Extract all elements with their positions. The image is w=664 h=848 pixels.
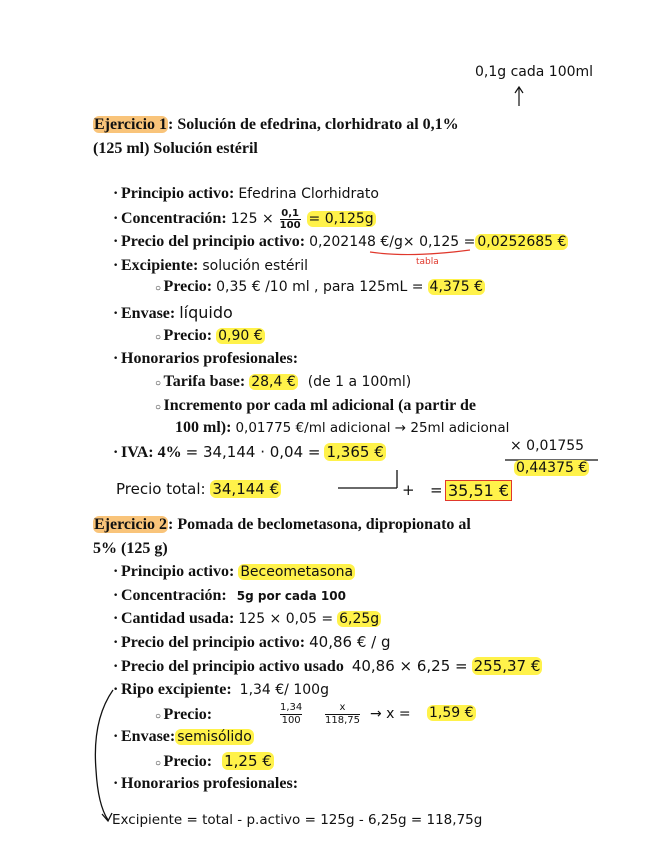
ex1-heading-line2: (125 ml) Solución estéril	[93, 140, 258, 157]
ex2-heading-label: Ejercicio 2	[94, 516, 168, 533]
ex1-excip-label: Excipiente:	[121, 257, 199, 274]
ex1-excip-value: solución estéril	[202, 258, 308, 274]
ex1-excip-precio-value: 0,35 € /10 ml , para 125mL =	[216, 279, 424, 295]
ex1-envase-precio-row: ○ Precio: 0,90 €	[155, 327, 263, 344]
ex2-conc-label: Concentración:	[121, 587, 227, 604]
ex1-hon-label: Honorarios profesionales:	[121, 350, 299, 367]
ex2-envase-precio-label: Precio:	[163, 753, 213, 770]
ex2-ripo-arrow: → x =	[370, 706, 411, 722]
ex2-precio-row: · Precio del principio activo: 40,86 € / g	[113, 633, 391, 651]
ex2-principio-label: Principio activo:	[121, 563, 235, 580]
ex2-ripo-value: 1,34 €/ 100g	[239, 682, 329, 698]
ex2-precio-usado-calc: 40,86 × 6,25 =	[351, 657, 468, 675]
ex1-envase-precio-value: 0,90 €	[218, 328, 263, 344]
ex2-conc-value: 5g por cada 100	[236, 589, 346, 603]
ex1-excip-precio-result: 4,375 €	[429, 279, 483, 295]
ex2-frac1	[280, 702, 302, 727]
ex1-incr-result: 0,44375 €	[516, 460, 588, 476]
ex2-bottom-note: Excipiente = total - p.activo = 125g - 6,25g = 118,75g	[112, 812, 483, 828]
ex2-cant-row: · Cantidad usada: 125 × 0,05 = 6,25g	[113, 610, 380, 627]
ex1-tarifa-row: ○ Tarifa base: 28,4 € (de 1 a 100ml)	[155, 373, 412, 390]
ex1-heading-label: Ejercicio 1	[94, 116, 168, 133]
ex1-precio-value: 0,202148 €/g	[309, 234, 403, 250]
ex1-incr-row2	[175, 419, 509, 437]
ex2-hon-row: · Honorarios profesionales:	[113, 775, 299, 792]
ex1-incr-row: ○ Incremento por cada ml adicional (a partir de	[155, 397, 476, 414]
ex2-precio-usado-label: Precio del principio activo usado	[121, 658, 344, 675]
ex1-envase-row: · Envase: líquido	[113, 303, 233, 322]
ex1-conc-row: · Concentración: 125 × $\frac{0,1}{100}$ = 0,125g	[113, 208, 374, 231]
ex1-envase-value: líquido	[179, 303, 233, 322]
ex2-heading	[93, 516, 471, 534]
ex1-heading	[93, 116, 459, 134]
ex1-tarifa-note: (de 1 a 100ml)	[307, 374, 412, 390]
ex2-ripo-result: 1,59 €	[429, 705, 474, 721]
ex1-precio-result: 0,0252685 €	[477, 234, 567, 250]
ex1-incr-label: Incremento por cada ml adicional (a partir de	[163, 397, 476, 414]
top-note: 0,1g cada 100ml	[475, 64, 594, 80]
ex2-precio-value: 40,86 € / g	[309, 633, 391, 651]
ex2-precio-usado-row: · Precio del principio activo usado 40,86 × 6,25 = 255,37 €	[113, 657, 541, 675]
ex1-total-value: 34,144 €	[212, 480, 280, 498]
ex1-incr-label2: 100 ml):	[175, 419, 232, 436]
ex1-iva-value: 4%	[157, 444, 182, 461]
ex2-frac2	[325, 702, 360, 727]
ex2-heading-rest: : Pomada de beclometasona, dipropionato al	[168, 516, 471, 533]
ex1-tarifa-label: Tarifa base:	[163, 373, 246, 390]
ex2-envase-precio-row: ○ Precio: 1,25 €	[155, 752, 272, 770]
ex1-principio-value: Efedrina Clorhidrato	[238, 186, 379, 202]
ex1-total-label: Precio total:	[116, 480, 206, 498]
ex1-excip-row: · Excipiente: solución estéril	[113, 257, 308, 274]
ex1-heading-rest: : Solución de efedrina, clorhidrato al 0,1%	[168, 116, 459, 133]
ex2-precio-label: Precio del principio activo:	[121, 634, 306, 651]
ex1-conc-fraction	[280, 208, 301, 231]
ex1-total-plus: +	[402, 481, 415, 499]
ex1-envase-precio-label: Precio:	[163, 327, 213, 344]
ex2-envase-precio-value: 1,25 €	[224, 752, 272, 770]
ex1-conc-calc: 125 ×	[230, 211, 274, 228]
ex1-iva-result: 1,365 €	[326, 443, 384, 461]
ex1-precio-row: · Precio del principio activo: 0,202148 €/g× 0,125 = 0,0252685 €	[113, 233, 567, 250]
ex2-frac1-den: 100	[281, 715, 301, 726]
ex1-conc-num: 0,1	[281, 208, 299, 219]
ex1-incr-mult: × 0,01755	[510, 438, 585, 454]
ex2-ripo-precio-row: ○ Precio:	[155, 706, 213, 723]
ex2-principio-row: · Principio activo: Beceometasona	[113, 563, 354, 580]
ex2-envase-label: Envase:	[121, 728, 176, 745]
ex2-cant-label: Cantidad usada:	[121, 610, 235, 627]
ex2-conc-row: · Concentración: 5g por cada 100	[113, 587, 346, 604]
ex1-precio-label: Precio del principio activo:	[121, 233, 306, 250]
ex1-total-eq: =	[430, 481, 443, 499]
ex2-precio-usado-result: 255,37 €	[473, 657, 541, 675]
ex1-hon-row: · Honorarios profesionales:	[113, 350, 299, 367]
tabla-note: tabla	[416, 257, 439, 267]
ex2-frac2-den: 118,75	[325, 715, 360, 726]
ex1-precio-calc: × 0,125 =	[402, 234, 476, 250]
ex1-iva-calc: = 34,144 · 0,04 =	[185, 443, 321, 461]
ex1-total-row	[116, 480, 281, 498]
ex2-envase-value: semisólido	[177, 729, 252, 745]
ex2-cant-result: 6,25g	[339, 611, 380, 627]
ex1-conc-result: = 0,125g	[308, 211, 374, 228]
ex2-frac1-num: 1,34	[280, 702, 303, 713]
ex1-iva-row: · IVA: 4% = 34,144 · 0,04 = 1,365 €	[113, 443, 384, 461]
ex1-excip-precio-row: ○ Precio: 0,35 € /10 ml , para 125mL = 4,375 €	[155, 278, 483, 295]
ex1-incr-value: 0,01775 €/ml adicional → 25ml adicional	[235, 420, 510, 436]
ex2-principio-value: Beceometasona	[240, 564, 354, 580]
ex2-cant-calc: 125 × 0,05 =	[238, 611, 334, 627]
ex1-conc-label: Concentración:	[121, 210, 227, 228]
ex2-ripo-precio-label: Precio:	[163, 706, 213, 723]
ex1-iva-label: IVA:	[121, 444, 154, 461]
ex2-heading-line2: 5% (125 g)	[93, 540, 168, 557]
ex1-principio-label: Principio activo:	[121, 185, 235, 202]
ex1-conc-den: 100	[279, 220, 301, 231]
ex1-total-final: 35,51 €	[445, 480, 512, 501]
ex2-hon-label: Honorarios profesionales:	[121, 775, 299, 792]
ex1-principio-row: · Principio activo: Efedrina Clorhidrato	[113, 185, 379, 202]
ex1-excip-precio-label: Precio:	[163, 278, 213, 295]
ex2-frac2-num: x	[325, 702, 360, 715]
ex2-ripo-label: Ripo excipiente:	[121, 681, 232, 698]
ex2-envase-row: · Envase: semisólido	[113, 728, 252, 745]
ex2-ripo-row: · Ripo excipiente: 1,34 €/ 100g	[113, 681, 329, 698]
ex1-envase-label: Envase:	[121, 305, 176, 322]
ex1-tarifa-value: 28,4 €	[251, 374, 296, 390]
